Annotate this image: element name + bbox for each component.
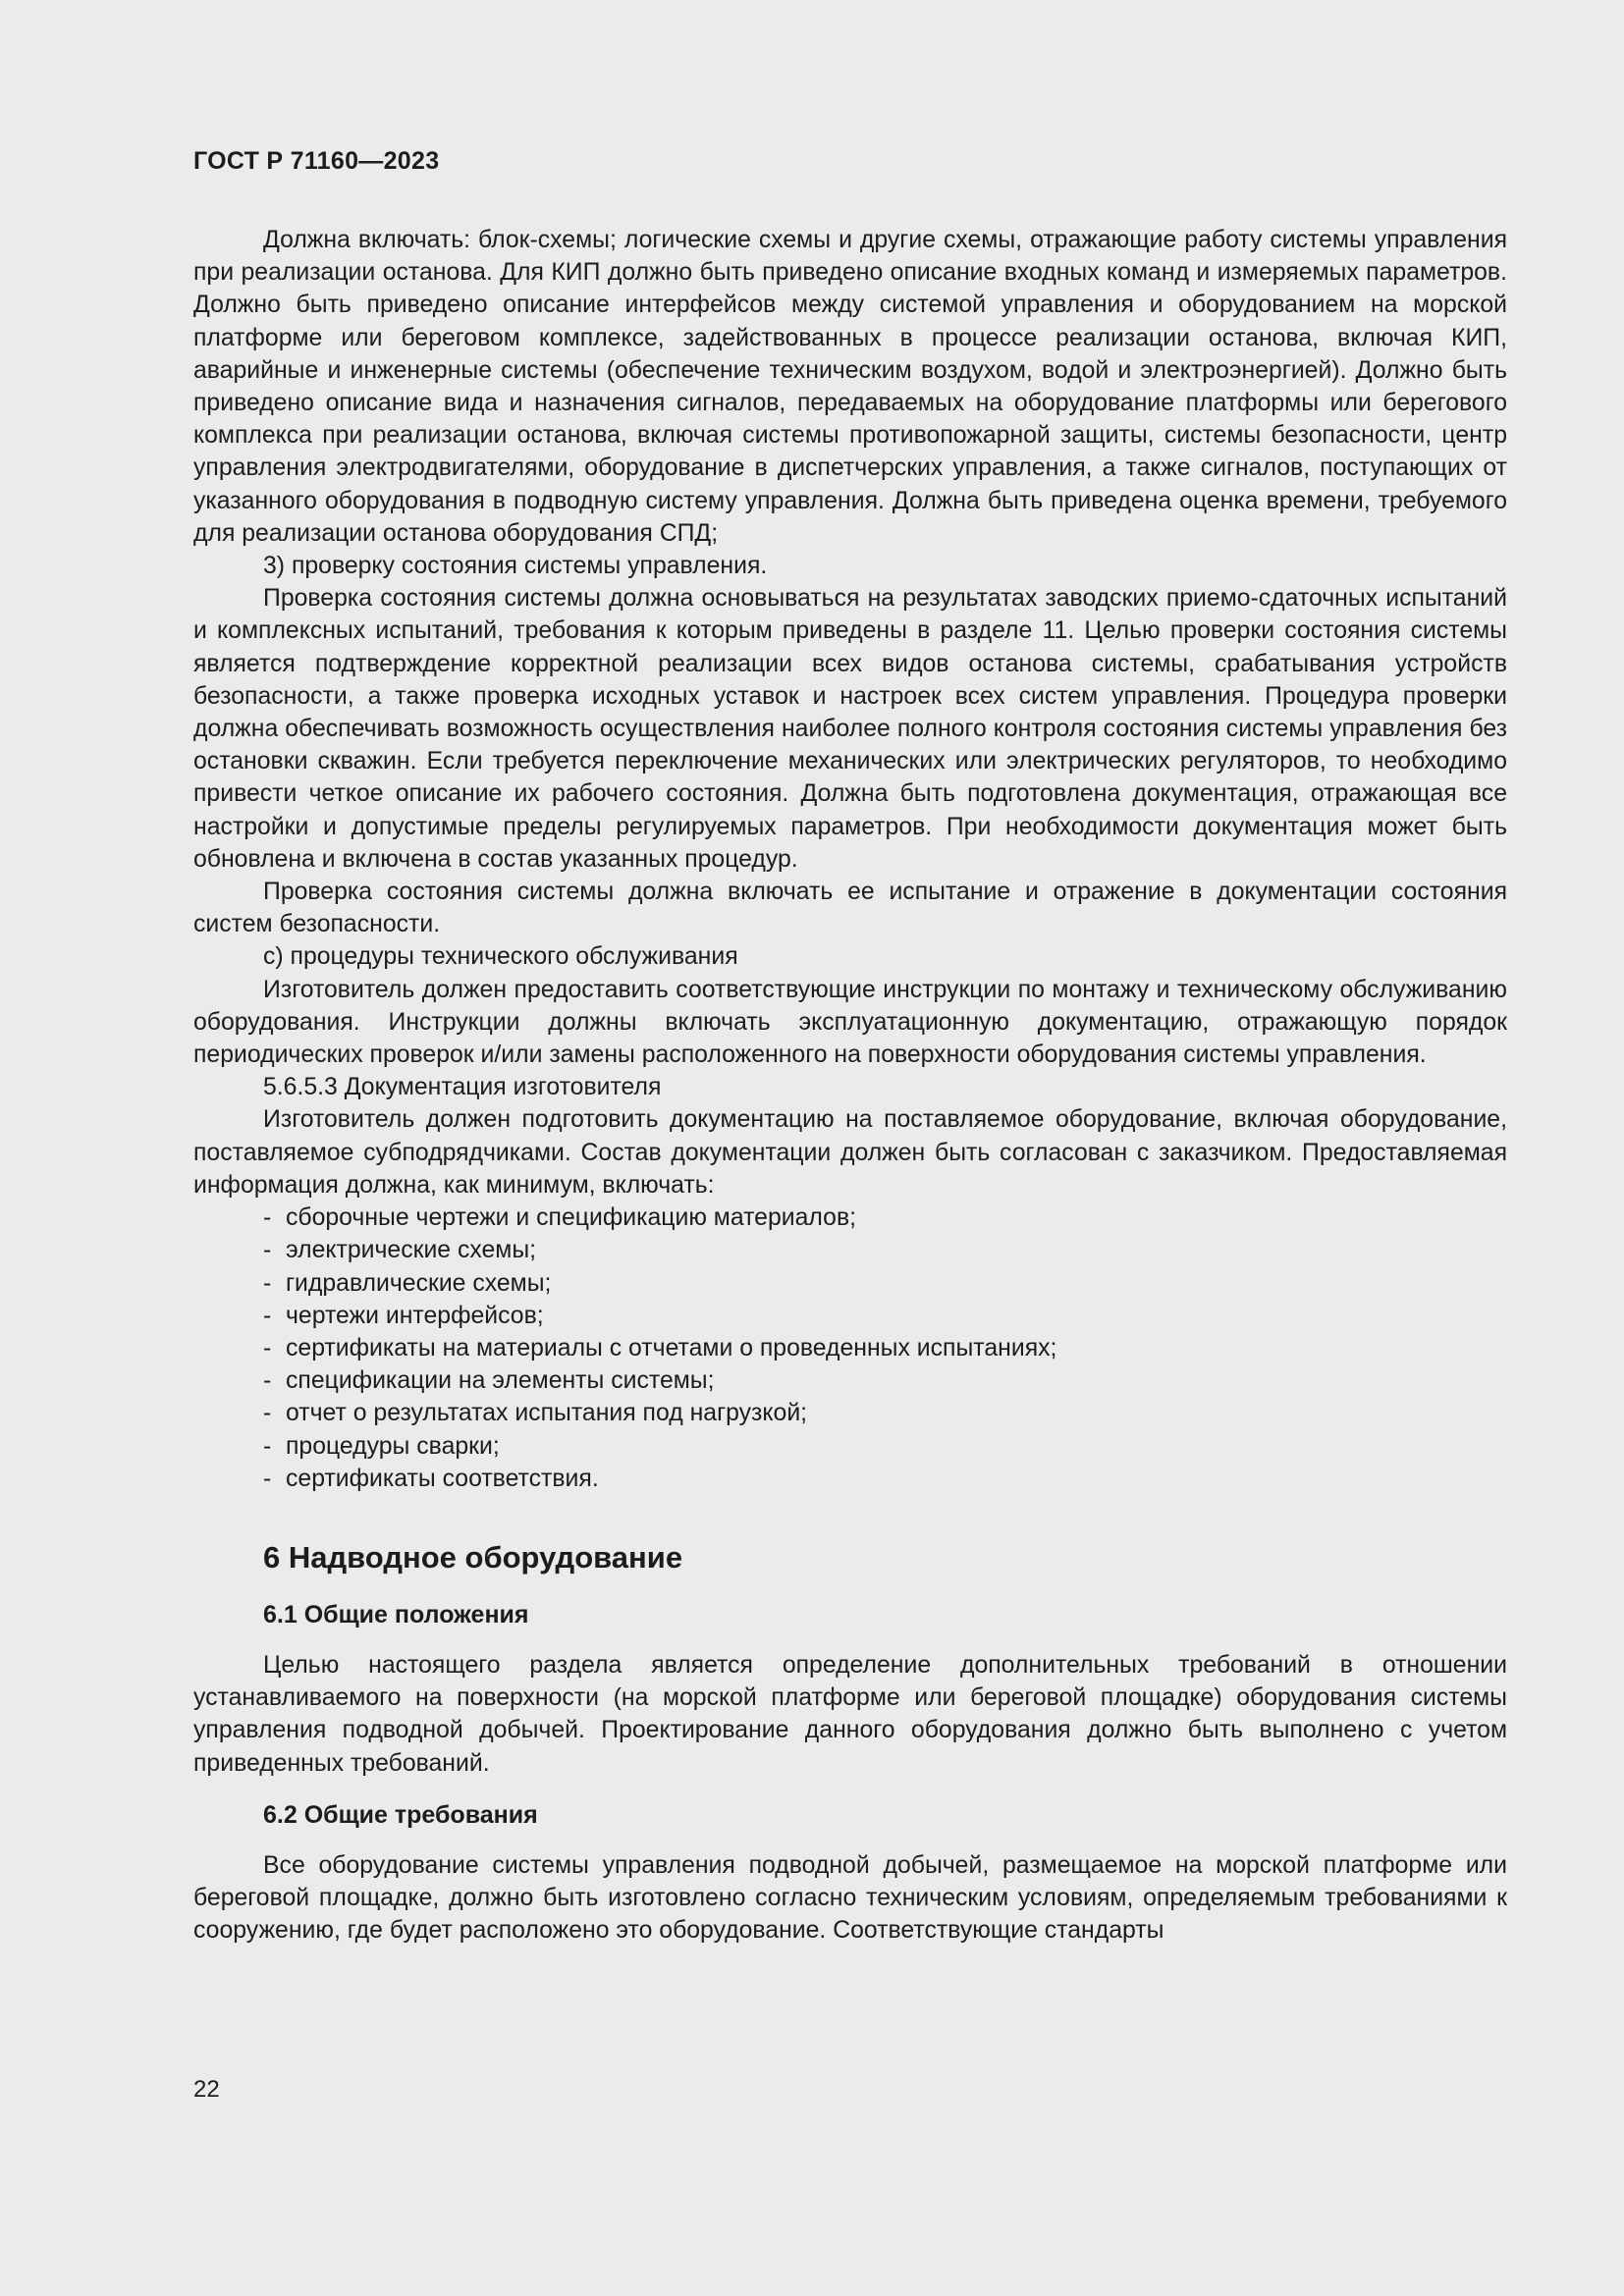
paragraph-check-includes: Проверка состояния системы должна включать ее испытание и отражение в документации состояния систем безопасности. <box>193 879 1507 938</box>
page-number: 22 <box>193 2076 220 2103</box>
list-item: - сборочные чертежи и спецификацию материалов; <box>263 1201 1507 1234</box>
paragraph-system-check: Проверка состояния системы должна основываться на результатах заводских приемо-сдаточных испытаний и комплексных испытаний, требования к которым приведены в разделе 11. Целью проверки состояния системы является подтверждение корректной реализации всех видов останова системы, срабатывания устройств безопасности, а также проверка исходных уставок и настроек всех систем управления. Процедура проверки должна обеспечивать возможность осуществления наиболее полного контроля состояния системы управления без остановки скважин. Если требуется переключение механических или электрических регуляторов, то необходимо привести четкое описание их рабочего состояния. Должна быть подготовлена документация, отражающая все настройки и допустимые пределы регулируемых параметров. При необходимости документация может быть обновлена и включена в состав указанных процедур. <box>193 585 1507 873</box>
section-title: 6 Надводное оборудование <box>263 1539 683 1575</box>
list-item-3: 3) проверку состояния системы управления. <box>263 553 768 580</box>
subsection-title-general-provisions: 6.1 Общие положения <box>263 1600 529 1629</box>
paragraph-general-provisions: Целью настоящего раздела является определение дополнительных требований в отношении устанавливаемого на поверхности (на морской платформе или береговой площадке) оборудования системы управления подводной добычей. Проектирование данного оборудования должно быть выполнено с учетом приведенных требований. <box>193 1651 1507 1777</box>
list-item: - сертификаты на материалы с отчетами о проведенных испытаниях; <box>263 1332 1507 1364</box>
paragraph-general-requirements: Все оборудование системы управления подводной добычей, размещаемое на морской платформе или береговой площадке, должно быть изготовлено согласно техническим условиям, определяемым требованиями к сооружению, где будет расположено это оборудование. Соответствующие стандарты <box>193 1851 1507 1945</box>
paragraph-maintenance: Изготовитель должен предоставить соответствующие инструкции по монтажу и техническому обслуживанию оборудования. Инструкции должны включать эксплуатационную документацию, отражающую порядок периодических проверок и/или замены расположенного на поверхности оборудования системы управления. <box>193 976 1507 1069</box>
list-item: - гидравлические схемы; <box>263 1267 1507 1300</box>
subsection-title-general-requirements: 6.2 Общие требования <box>263 1800 538 1829</box>
list-item-c: с) процедуры технического обслуживания <box>263 943 738 971</box>
paragraph-manufacturer-docs: Изготовитель должен подготовить документацию на поставляемое оборудование, включая оборудование, поставляемое субподрядчиками. Состав документации должен быть согласован с заказчиком. Предоставляемая информация должна, как минимум, включать: <box>193 1106 1507 1199</box>
list-item: - чертежи интерфейсов; <box>263 1300 1507 1332</box>
clause-title: 5.6.5.3 Документация изготовителя <box>263 1074 662 1101</box>
list-item: - спецификации на элементы системы; <box>263 1364 1507 1397</box>
list-item: - процедуры сварки; <box>263 1430 1507 1463</box>
list-item: - электрические схемы; <box>263 1234 1507 1266</box>
paragraph-shutdown-docs: Должна включать: блок-схемы; логические схемы и другие схемы, отражающие работу системы управления при реализации останова. Для КИП должно быть приведено описание входных команд и измеряемых параметров. Должно быть приведено описание интерфейсов между системой управления и оборудованием на морской платформе или береговом комплексе, задействованных в процессе реализации останова, включая КИП, аварийные и инженерные системы (обеспечение техническим воздухом, водой и электроэнергией). Должно быть приведено описание вида и назначения сигналов, передаваемых на оборудование платформы или берегового комплекса при реализации останова, включая системы противопожарной защиты, системы безопасности, центр управления электродвигателями, оборудование в диспетчерских управления, а также сигналов, поступающих от указанного оборудования в подводную систему управления. Должна быть приведена оценка времени, требуемого для реализации останова оборудования СПД; <box>193 227 1507 547</box>
documentation-list <box>193 1201 1507 1495</box>
list-item: - сертификаты соответствия. <box>263 1463 1507 1495</box>
list-item: - отчет о результатах испытания под нагрузкой; <box>263 1397 1507 1429</box>
document-body <box>193 224 1507 1947</box>
document-header: ГОСТ Р 71160—2023 <box>193 147 440 175</box>
